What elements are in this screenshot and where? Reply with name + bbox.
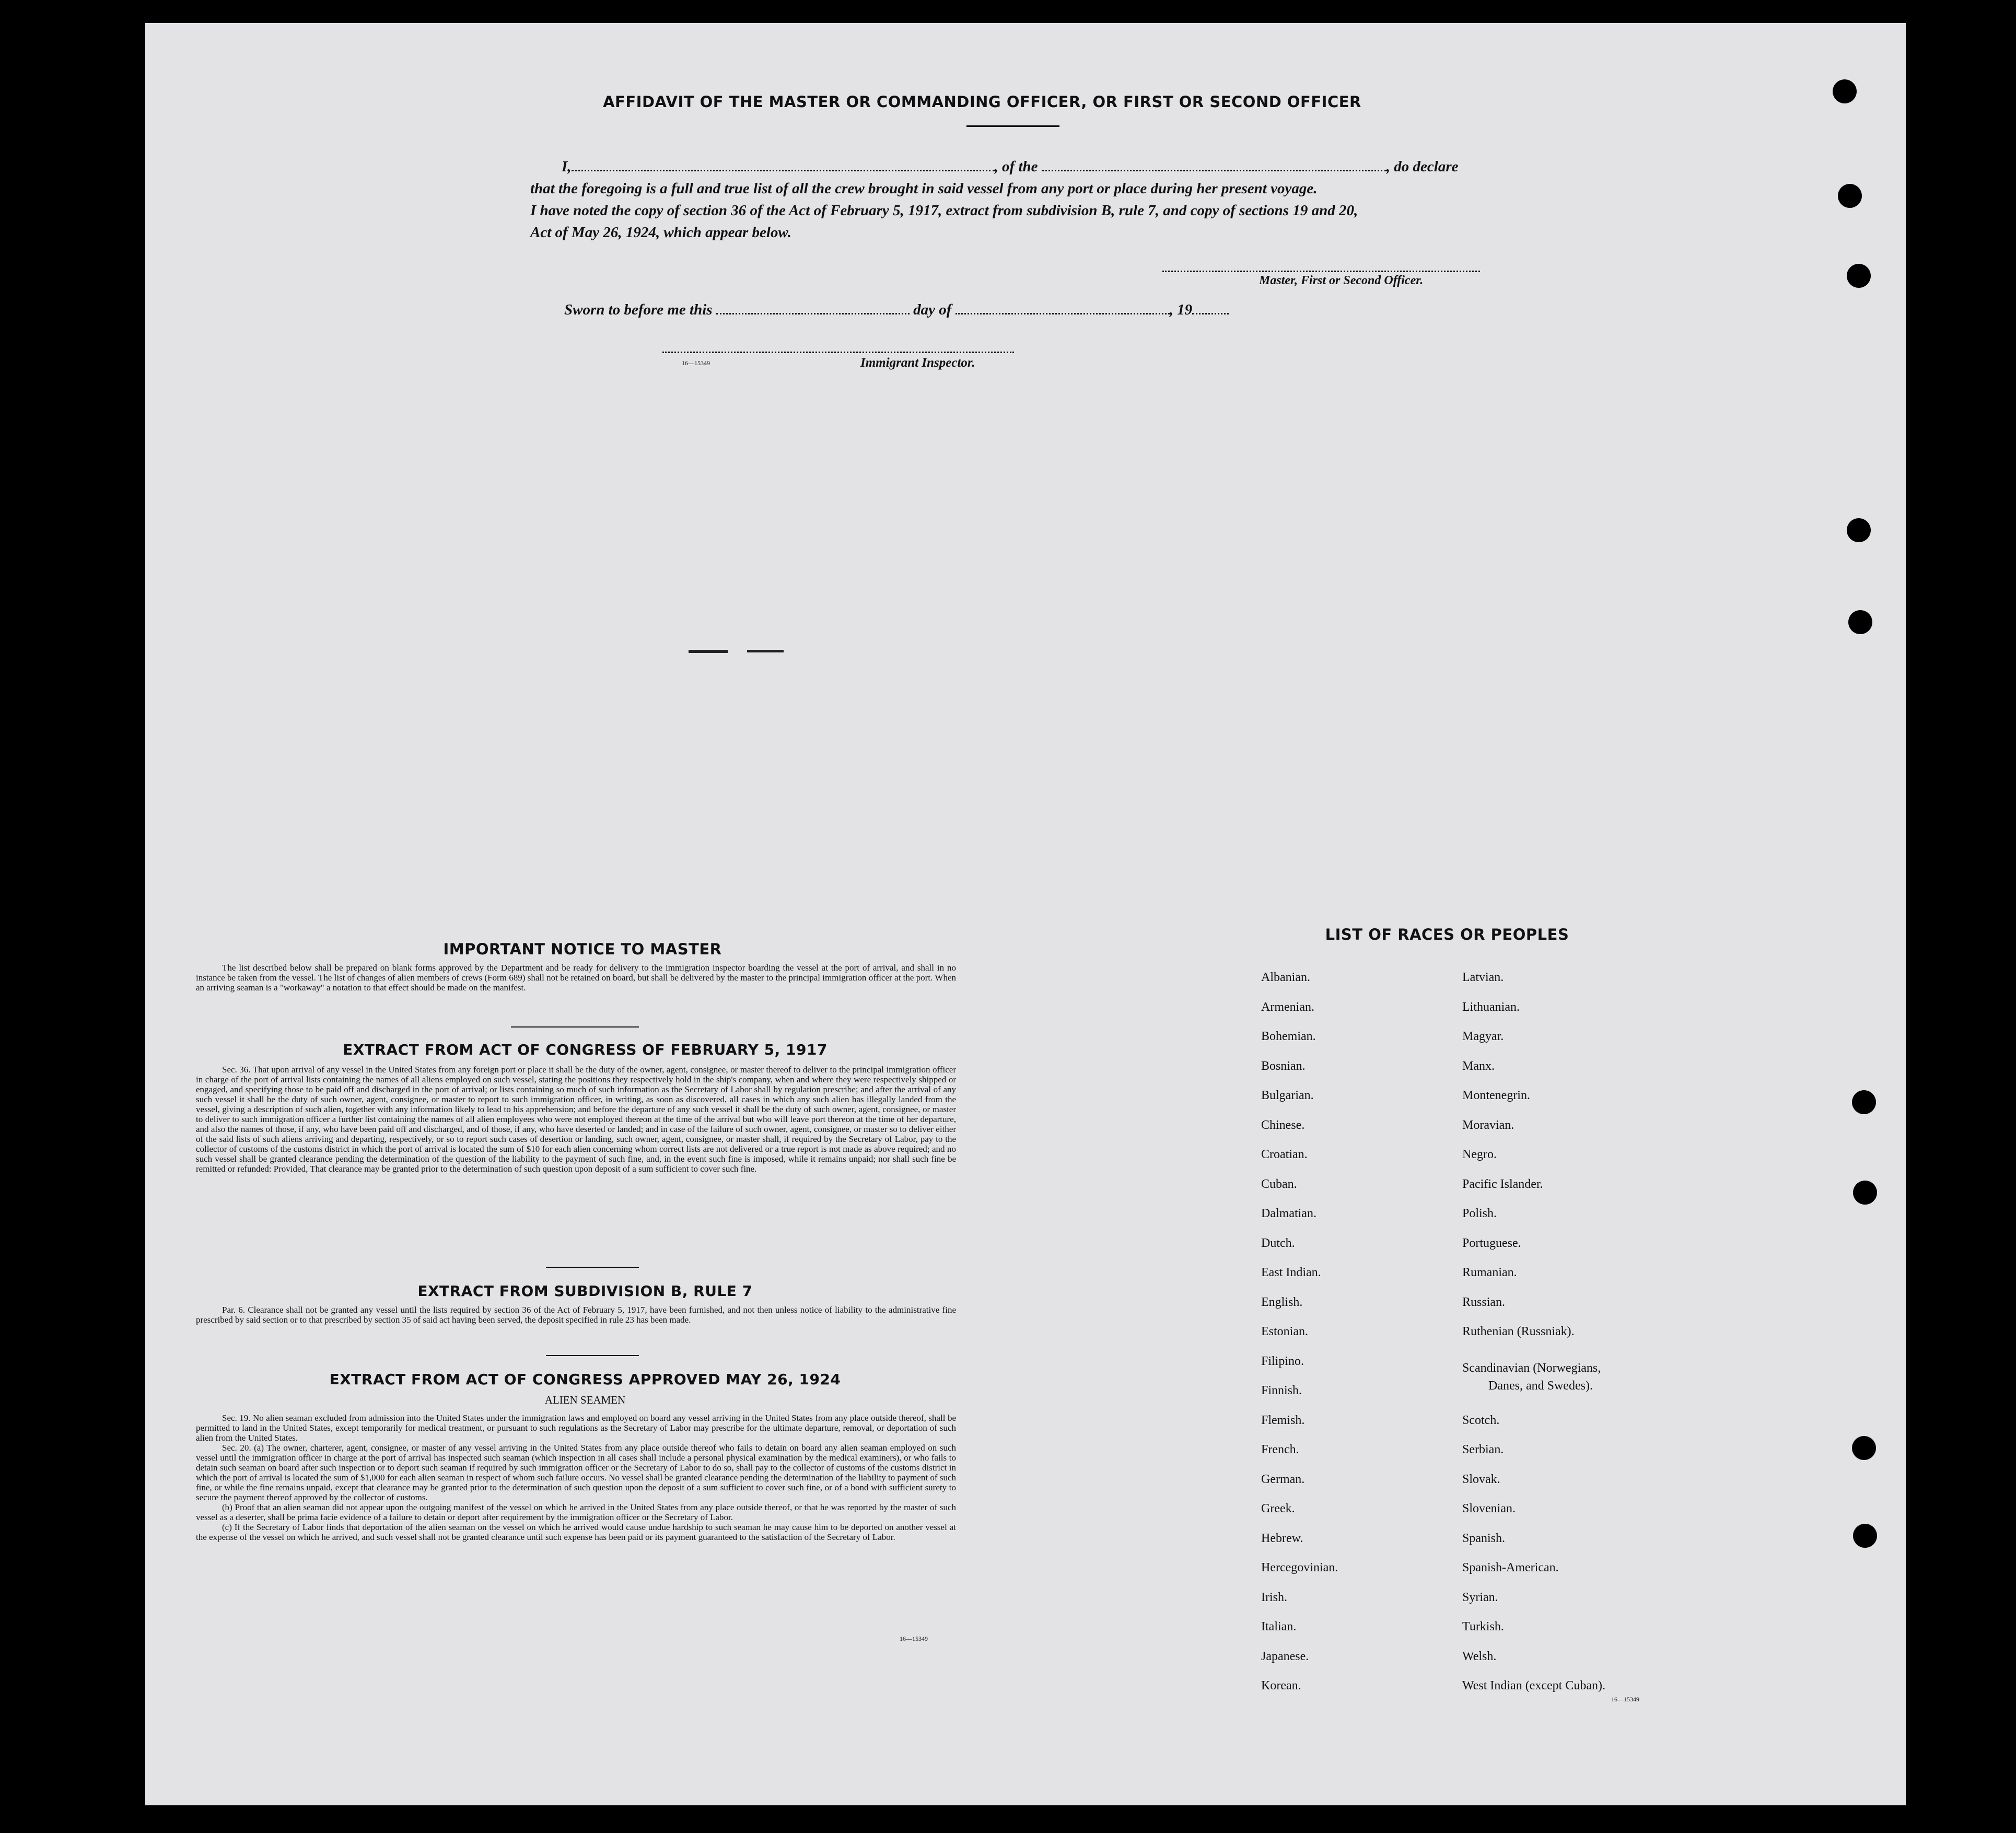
punch-hole: [1852, 1436, 1876, 1460]
rule7-body: Par. 6. Clearance shall not be granted any vessel until the lists required by section 36 of the Act of February 5, 1917, have been furnished, and not then unless notice of liability to the administrative fine prescribed by said section or to that prescribed by section 35 of said act having been served, the deposit specified in rule 23 has been made.: [196, 1305, 956, 1325]
race-item: West Indian (except Cuban).: [1462, 1679, 1605, 1692]
race-item: Chinese.: [1261, 1118, 1305, 1132]
race-item: Welsh.: [1462, 1650, 1497, 1663]
race-item: Albanian.: [1261, 971, 1310, 984]
race-item: Filipino.: [1261, 1355, 1304, 1368]
punch-hole: [1853, 1181, 1877, 1205]
extract-1924-body: [196, 1413, 956, 1542]
sec19-text: Sec. 19. No alien seaman excluded from admission into the United States under the immigration laws and employed on board any vessel arriving in the United States from any place outside thereof, shall be permitted to land in the United States, except temporarily for medical treatment, or pursuant to such regulations as the Secretary of Labor may prescribe for the ultimate departure, removal, or deportation of such alien from the United States.: [196, 1413, 956, 1443]
affidavit-do-declare: , do declare: [1386, 158, 1459, 175]
race-item: Italian.: [1261, 1620, 1297, 1633]
race-item: Moravian.: [1462, 1118, 1514, 1132]
punch-hole: [1838, 184, 1862, 208]
race-item: East Indian.: [1261, 1266, 1321, 1279]
alien-seamen-subtitle: ALIEN SEAMEN: [544, 1394, 626, 1406]
affidavit-i: I,: [562, 158, 572, 175]
master-signature-label: Master, First or Second Officer.: [1259, 274, 1424, 287]
race-item: Croatian.: [1261, 1148, 1308, 1161]
race-item: Danes, and Swedes).: [1488, 1379, 1593, 1393]
races-form-number: 16—15349: [1611, 1696, 1639, 1703]
punch-hole: [1833, 79, 1857, 103]
race-item: German.: [1261, 1473, 1305, 1486]
day-of-text: day of: [913, 301, 952, 318]
race-item: Bohemian.: [1261, 1030, 1316, 1043]
punch-hole: [1847, 518, 1871, 542]
race-item: Latvian.: [1462, 971, 1504, 984]
year-blank: [1192, 311, 1229, 314]
sworn-text: Sworn to before me this: [564, 301, 713, 318]
inspector-label: Immigrant Inspector.: [860, 356, 975, 370]
race-item: Serbian.: [1462, 1443, 1504, 1456]
sec20a-text: Sec. 20. (a) The owner, charterer, agent, consignee, or master of any vessel arriving in the United States from any place outside thereof who fails to detain on board any alien seaman employed on such vessel until the immigration officer in charge at the port of arrival has inspected such seaman (which inspection in all cases shall include a personal physical examination by the medical examiners), or who fails to detain such seaman on board after such inspection or to deport such seaman if required by such immigration officer or the Secretary of Labor to do so, shall pay to the collector of customs of the customs district in which the port of arrival is located the sum of $1,000 for each alien seaman in respect of whom such failure occurs. No vessel shall be granted clearance pending the determination of the liability to payment of such fine, or while the fine remains unpaid, except that clearance may be granted prior to the determination of such question upon the deposit of a sum sufficient to cover such fine, or of a bond with sufficient surety to secure the payment thereof approved by the collector of customs.: [196, 1443, 956, 1502]
inspector-signature-line: [662, 352, 1014, 353]
master-signature-line: [1162, 271, 1480, 272]
affidavit-line3: I have noted the copy of section 36 of the Act of February 5, 1917, extract from subdivision B, rule 7, and copy of sections 19 and 20,: [530, 202, 1358, 219]
race-item: Dutch.: [1261, 1236, 1295, 1250]
year-text: , 19: [1169, 301, 1193, 318]
race-item: Turkish.: [1462, 1620, 1504, 1633]
affidavit-line2: that the foregoing is a full and true list of all the crew brought in said vessel from any port or place during her present voyage.: [530, 180, 1318, 197]
divider: [546, 1355, 639, 1356]
race-item: Pacific Islander.: [1462, 1177, 1543, 1191]
race-item: Slovak.: [1462, 1473, 1500, 1486]
race-item: Scotch.: [1462, 1414, 1500, 1427]
race-item: Slovenian.: [1462, 1502, 1516, 1515]
race-item: Magyar.: [1462, 1030, 1504, 1043]
affidavit-form-number: 16—15349: [682, 359, 710, 367]
affidavit-line1: [530, 156, 1502, 178]
punch-hole: [1853, 1524, 1877, 1548]
race-item: Rumanian.: [1462, 1266, 1517, 1279]
rule7-title: EXTRACT FROM SUBDIVISION B, RULE 7: [417, 1282, 753, 1300]
sec20b-text: (b) Proof that an alien seaman did not appear upon the outgoing manifest of the vessel on which he arrived in the United States from any place outside thereof, or that he was reported by the master of such vessel as a deserter, shall be prima facie evidence of a failure to detain or deport after requirement by the immigration officer or the Secretary of Labor.: [196, 1502, 956, 1522]
race-item: Lithuanian.: [1462, 1000, 1520, 1014]
extract-1917-body: Sec. 36. That upon arrival of any vessel in the United States from any foreign port or place it shall be the duty of the owner, agent, consignee, or master thereof to deliver to the principal immigration officer in charge of the port of arrival lists containing the names of all aliens employed on such vessel, stating the positions they respectively hold in the ship's company, when and where they were respectively shipped or engaged, and specifying those to be paid off and discharged in the port of arrival; or lists containing so much of such information as the Secretary of Labor shall by regulation prescribe; and after the arrival of any such vessel it shall be the duty of such owner, agent, consignee, or master to report to such immigration officer, in writing, as soon as discovered, all cases in which any such alien has illegally landed from the vessel, giving a description of such alien, together with any information likely to lead to his apprehension; and before the departure of any such vessel it shall be the duty of such owner, agent, consignee, or master to deliver to such immigration officer a further list containing the names of all alien employees who were not employed thereon at the time of the arrival but who will leave port thereon at the time of her departure, and also the names of those, if any, who have been paid off and discharged, and of those, if any, who have deserted or landed; and in case of the failure of such owner, agent, consignee, or master so to deliver either of the said lists of such aliens arriving and departing, respectively, or so to report such cases of desertion or landing, such owner, agent, consignee, or master shall, if required by the Secretary of Labor, pay to the collector of customs of the customs district in which the port of arrival is located the sum of $10 for each alien concerning whom correct lists are not delivered or a true report is not made as above required; and no such vessel shall be granted clearance pending the determination of the question of the liability to the payment of such fine, and, in the event such fine is imposed, while it remains unpaid; nor shall such fine be remitted or refunded: Provided, That clearance may be granted prior to the determination of such question upon deposit of a sum sufficient to cover such fine.: [196, 1065, 956, 1174]
races-title: LIST OF RACES OR PEOPLES: [1325, 926, 1569, 943]
extract-1917-title: EXTRACT FROM ACT OF CONGRESS OF FEBRUARY 5, 1917: [343, 1041, 828, 1058]
race-item: Syrian.: [1462, 1591, 1498, 1604]
race-item: Ruthenian (Russniak).: [1462, 1325, 1575, 1338]
affidavit-line4: Act of May 26, 1924, which appear below.: [530, 224, 791, 241]
race-item: Montenegrin.: [1462, 1089, 1530, 1102]
race-item: Japanese.: [1261, 1650, 1309, 1663]
race-item: Finnish.: [1261, 1384, 1302, 1397]
sworn-day-blank: [716, 311, 910, 314]
race-item: Hebrew.: [1261, 1532, 1303, 1545]
sworn-line: [564, 299, 1229, 321]
race-item: Flemish.: [1261, 1414, 1305, 1427]
punch-hole: [1848, 610, 1872, 634]
race-item: Dalmatian.: [1261, 1207, 1316, 1220]
race-item: Greek.: [1261, 1502, 1295, 1515]
race-item: Spanish.: [1462, 1532, 1506, 1545]
divider: [546, 1267, 639, 1268]
name-blank: [572, 168, 995, 171]
scan-mark: [747, 650, 784, 652]
race-item: Manx.: [1462, 1059, 1495, 1073]
race-item: Negro.: [1462, 1148, 1497, 1161]
affidavit-of-the: , of the: [994, 158, 1038, 175]
affidavit-title: AFFIDAVIT OF THE MASTER OR COMMANDING OFFICER, OR FIRST OR SECOND OFFICER: [603, 93, 1361, 111]
race-item: Russian.: [1462, 1295, 1506, 1309]
race-item: French.: [1261, 1443, 1299, 1456]
punch-hole: [1847, 264, 1871, 288]
race-item: Scandinavian (Norwegians,: [1462, 1361, 1601, 1375]
race-item: Bosnian.: [1261, 1059, 1306, 1073]
race-item: Cuban.: [1261, 1177, 1297, 1191]
notice-body: The list described below shall be prepared on blank forms approved by the Department and be ready for delivery to the immigration inspector boarding the vessel at the port of arrival, and shall in no instance be taken from the vessel. The list of changes of alien members of crews (Form 689) shall not be retained on board, but shall be delivered by the master to the principal immigration officer at the port. When an arriving seaman is a "workaway" a notation to that effect should be made on the manifest.: [196, 963, 956, 993]
scan-mark: [689, 650, 728, 653]
race-item: Korean.: [1261, 1679, 1301, 1692]
race-item: Irish.: [1261, 1591, 1287, 1604]
race-item: Polish.: [1462, 1207, 1497, 1220]
race-item: Spanish-American.: [1462, 1561, 1559, 1574]
sworn-month-blank: [955, 311, 1170, 314]
race-item: Hercegovinian.: [1261, 1561, 1338, 1574]
race-item: Bulgarian.: [1261, 1089, 1314, 1102]
divider: [511, 1026, 639, 1028]
punch-hole: [1852, 1090, 1876, 1114]
extract-form-number: 16—15349: [900, 1635, 928, 1642]
vessel-blank: [1042, 168, 1386, 171]
race-item: English.: [1261, 1295, 1303, 1309]
extract-1924-title: EXTRACT FROM ACT OF CONGRESS APPROVED MAY 26, 1924: [329, 1371, 841, 1388]
notice-title: IMPORTANT NOTICE TO MASTER: [443, 940, 722, 958]
race-item: Armenian.: [1261, 1000, 1314, 1014]
sec20c-text: (c) If the Secretary of Labor finds that deportation of the alien seaman on the vessel on which he arrived would cause undue hardship to such seaman he may cause him to be deported on another vessel at the expense of the vessel on which he arrived, and such vessel shall not be granted clearance until such expense has been paid or its payment guaranteed to the satisfaction of the Secretary of Labor.: [196, 1522, 956, 1542]
race-item: Estonian.: [1261, 1325, 1308, 1338]
title-divider: [966, 125, 1059, 127]
race-item: Portuguese.: [1462, 1236, 1521, 1250]
